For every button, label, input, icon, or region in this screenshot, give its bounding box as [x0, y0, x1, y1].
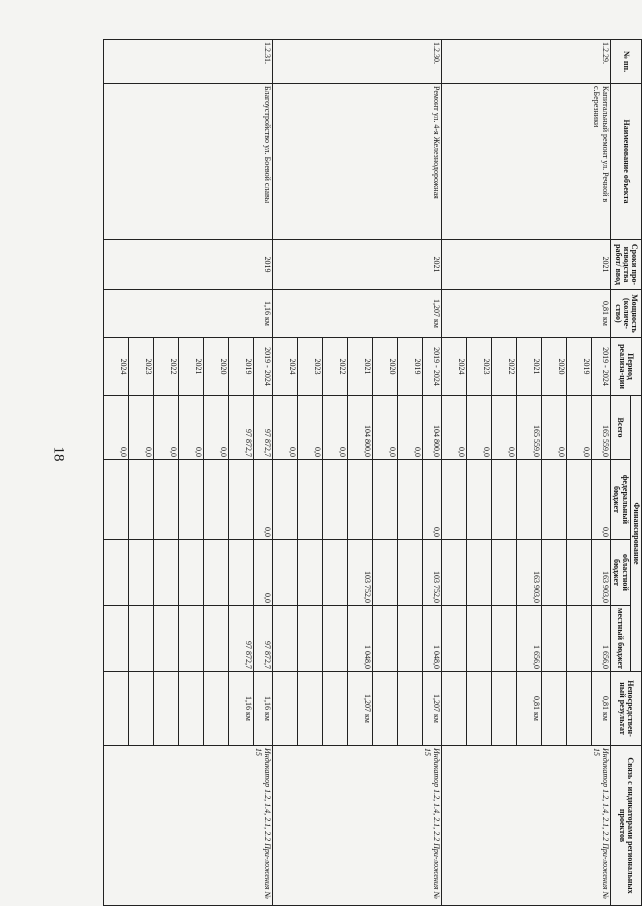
cell-no: 1.2.31. — [103, 40, 272, 84]
program-table — [103, 39, 642, 906]
cell-regional — [397, 540, 422, 606]
cell-result — [128, 672, 153, 746]
cell-federal — [272, 460, 297, 540]
cell-result — [297, 672, 322, 746]
cell-regional — [128, 540, 153, 606]
header-period: Период реализа-ции — [610, 338, 641, 396]
cell-total: 0,0 — [178, 396, 203, 460]
cell-result — [322, 672, 347, 746]
cell-federal — [566, 460, 591, 540]
cell-regional: 103 752,0 — [347, 540, 372, 606]
cell-period: 2021 — [347, 338, 372, 396]
cell-federal — [347, 460, 372, 540]
cell-total: 0,0 — [203, 396, 228, 460]
header-capacity: Мощность (количе-ство) — [610, 290, 641, 338]
cell-local — [441, 606, 466, 672]
cell-local — [153, 606, 178, 672]
cell-federal — [372, 460, 397, 540]
cell-total: 0,0 — [372, 396, 397, 460]
cell-term: 2021 — [441, 240, 610, 290]
cell-regional — [491, 540, 516, 606]
header-name: Наименование объекта — [610, 84, 641, 240]
cell-period: 2020 — [372, 338, 397, 396]
cell-period: 2019 - 2024 — [422, 338, 441, 396]
table-row — [591, 40, 610, 906]
cell-no: 1.2.29. — [441, 40, 610, 84]
cell-federal — [228, 460, 253, 540]
cell-term: 2021 — [272, 240, 441, 290]
cell-name: Ремонт ул. 4-я Железнодорожная — [272, 84, 441, 240]
cell-link: Индикатор 1.2, 1.4, 2.1, 2.2 При-ложения № 15 — [272, 746, 441, 906]
cell-period: 2019 - 2024 — [253, 338, 272, 396]
cell-local: 1 048,0 — [347, 606, 372, 672]
cell-total: 97 872,7 — [228, 396, 253, 460]
cell-result — [491, 672, 516, 746]
cell-result — [566, 672, 591, 746]
cell-name: Благоустройство ул. Боевой славы — [103, 84, 272, 240]
cell-period: 2022 — [322, 338, 347, 396]
cell-result: 1,207 км — [347, 672, 372, 746]
cell-total: 104 800,0 — [422, 396, 441, 460]
cell-result: 0,81 км — [516, 672, 541, 746]
cell-federal — [297, 460, 322, 540]
cell-total: 0,0 — [397, 396, 422, 460]
cell-federal — [322, 460, 347, 540]
cell-result: 1,207 км — [422, 672, 441, 746]
table-row — [253, 40, 272, 906]
table-header — [610, 40, 641, 906]
cell-result: 0,81 км — [591, 672, 610, 746]
cell-total: 0,0 — [466, 396, 491, 460]
header-no: № пп. — [610, 40, 641, 84]
cell-total: 165 559,0 — [591, 396, 610, 460]
cell-regional — [228, 540, 253, 606]
cell-regional — [297, 540, 322, 606]
cell-federal — [153, 460, 178, 540]
cell-period: 2024 — [441, 338, 466, 396]
cell-federal: 0,0 — [253, 460, 272, 540]
cell-period: 2021 — [516, 338, 541, 396]
cell-federal — [466, 460, 491, 540]
cell-local: 1 656,0 — [516, 606, 541, 672]
cell-federal — [203, 460, 228, 540]
cell-result — [372, 672, 397, 746]
cell-term: 2019 — [103, 240, 272, 290]
cell-regional: 163 903,0 — [516, 540, 541, 606]
cell-capacity: 1,16 км — [103, 290, 272, 338]
cell-total: 0,0 — [103, 396, 128, 460]
cell-regional — [153, 540, 178, 606]
table-body — [103, 40, 610, 906]
cell-local — [297, 606, 322, 672]
cell-period: 2024 — [103, 338, 128, 396]
cell-local — [203, 606, 228, 672]
cell-period: 2019 — [397, 338, 422, 396]
cell-total: 0,0 — [297, 396, 322, 460]
cell-period: 2023 — [466, 338, 491, 396]
header-link: Связь с индикаторами региональных проектов — [610, 746, 641, 906]
cell-local — [491, 606, 516, 672]
cell-total: 0,0 — [441, 396, 466, 460]
cell-period: 2019 - 2024 — [591, 338, 610, 396]
cell-regional — [466, 540, 491, 606]
cell-local — [322, 606, 347, 672]
cell-regional — [178, 540, 203, 606]
cell-federal: 0,0 — [591, 460, 610, 540]
cell-period: 2019 — [566, 338, 591, 396]
header-financing: Финансирование — [630, 396, 641, 672]
cell-period: 2019 — [228, 338, 253, 396]
cell-capacity: 0,81 км — [441, 290, 610, 338]
cell-period: 2022 — [153, 338, 178, 396]
cell-local: 1 048,0 — [422, 606, 441, 672]
cell-total: 104 800,0 — [347, 396, 372, 460]
cell-total: 0,0 — [153, 396, 178, 460]
header-total: Всего — [610, 396, 630, 460]
cell-regional: 0,0 — [253, 540, 272, 606]
cell-federal — [103, 460, 128, 540]
cell-local: 1 656,0 — [591, 606, 610, 672]
cell-federal — [178, 460, 203, 540]
cell-total: 97 872,7 — [253, 396, 272, 460]
cell-total: 0,0 — [541, 396, 566, 460]
cell-federal — [397, 460, 422, 540]
cell-regional — [272, 540, 297, 606]
cell-federal — [541, 460, 566, 540]
cell-result — [178, 672, 203, 746]
cell-total: 165 559,0 — [516, 396, 541, 460]
cell-total: 0,0 — [566, 396, 591, 460]
cell-regional: 163 903,0 — [591, 540, 610, 606]
cell-period: 2020 — [203, 338, 228, 396]
cell-regional — [441, 540, 466, 606]
cell-local — [103, 606, 128, 672]
header-federal: федеральный бюджет — [610, 460, 630, 540]
cell-result — [103, 672, 128, 746]
cell-period: 2021 — [178, 338, 203, 396]
cell-period: 2020 — [541, 338, 566, 396]
cell-local — [372, 606, 397, 672]
cell-regional — [103, 540, 128, 606]
cell-local: 97 872,7 — [228, 606, 253, 672]
cell-local: 97 872,7 — [253, 606, 272, 672]
cell-period: 2023 — [297, 338, 322, 396]
cell-federal: 0,0 — [422, 460, 441, 540]
cell-federal — [128, 460, 153, 540]
cell-result — [441, 672, 466, 746]
cell-result — [397, 672, 422, 746]
cell-regional — [372, 540, 397, 606]
cell-result: 1,16 км — [228, 672, 253, 746]
cell-regional: 103 752,0 — [422, 540, 441, 606]
cell-local — [178, 606, 203, 672]
cell-result — [272, 672, 297, 746]
header-regional: областной бюджет — [610, 540, 630, 606]
cell-link: Индикатор 1.2, 1.4, 2.1, 2.2 При-ложения № 15 — [441, 746, 610, 906]
cell-total: 0,0 — [128, 396, 153, 460]
cell-total: 0,0 — [322, 396, 347, 460]
header-result: Непосредствен-ный результат — [610, 672, 641, 746]
cell-local — [466, 606, 491, 672]
cell-result — [203, 672, 228, 746]
cell-local — [566, 606, 591, 672]
cell-result — [541, 672, 566, 746]
cell-local — [272, 606, 297, 672]
cell-federal — [441, 460, 466, 540]
cell-federal — [491, 460, 516, 540]
cell-result — [466, 672, 491, 746]
cell-capacity: 1,207 км — [272, 290, 441, 338]
cell-result — [153, 672, 178, 746]
cell-total: 0,0 — [491, 396, 516, 460]
page-number: 18 — [50, 446, 67, 462]
cell-period: 2024 — [272, 338, 297, 396]
cell-federal — [516, 460, 541, 540]
cell-local — [128, 606, 153, 672]
cell-total: 0,0 — [272, 396, 297, 460]
cell-regional — [566, 540, 591, 606]
header-term: Сроки про-изводства работ/ ввод — [610, 240, 641, 290]
cell-result: 1,16 км — [253, 672, 272, 746]
cell-period: 2023 — [128, 338, 153, 396]
cell-name: Капитальный ремонт ул. Речной в с.Березники — [441, 84, 610, 240]
table-row — [422, 40, 441, 906]
cell-link: Индикатор 1.2, 1.4, 2.1, 2.2 При-ложения № 15 — [103, 746, 272, 906]
cell-period: 2022 — [491, 338, 516, 396]
cell-regional — [541, 540, 566, 606]
cell-local — [541, 606, 566, 672]
cell-regional — [322, 540, 347, 606]
header-local: местный бюджет — [610, 606, 630, 672]
cell-no: 1.2.30. — [272, 40, 441, 84]
cell-local — [397, 606, 422, 672]
cell-regional — [203, 540, 228, 606]
rotated-table-container — [118, 39, 642, 905]
